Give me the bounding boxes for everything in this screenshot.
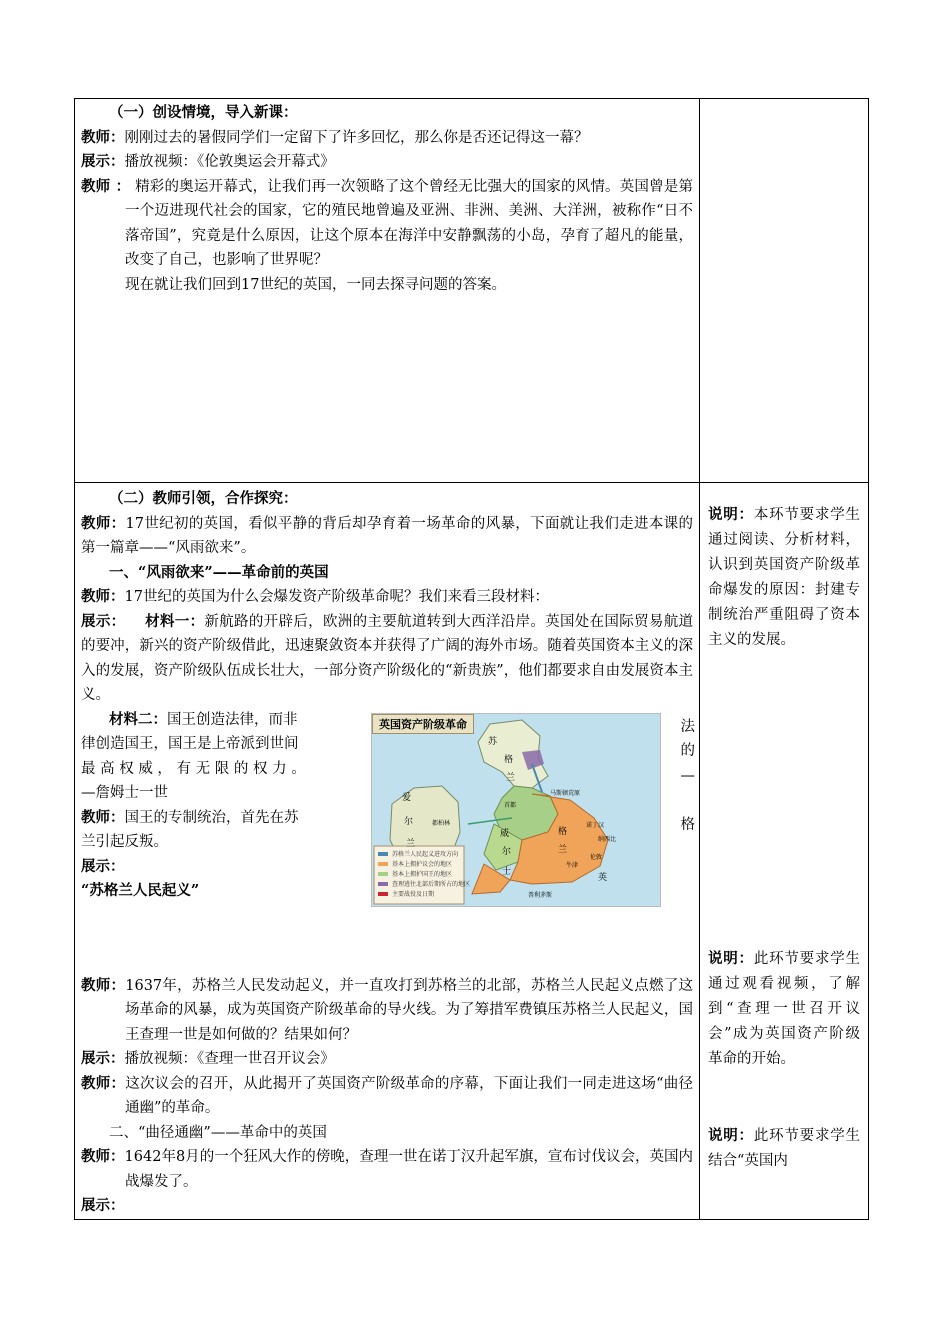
section2-cell [75, 483, 700, 1220]
section2-teacher5: 教师：这次议会的召开，从此揭开了英国资产阶级革命的序幕，下面让我们一同走进这场“曲径通幽”的革命。 [81, 1074, 694, 1116]
map-label-oxford: 牛津 [566, 862, 579, 869]
note-2: 说明：此环节要求学生通过观看视频，了解到“查理一世召开议会”成为英国资产阶级革命的开始。 [708, 949, 861, 1067]
section2-teacher6: 教师：1642年8月的一个狂风大作的傍晚，查理一世在诺丁汉升起军旗，宣布讨伐议会，英国内战爆发了。 [81, 1148, 694, 1190]
map-label-ge2: 格 [558, 827, 568, 837]
map-label-capital: 首都 [504, 802, 517, 809]
note-3: 说明：此环节要求学生结合“英国内 [708, 1126, 861, 1169]
part2-title: 二、“曲径通幽”——革命中的英国 [109, 1124, 327, 1141]
material-two-block [75, 708, 347, 904]
section2-show2-text: “苏格兰人民起义” [81, 882, 200, 899]
map-label-nottingham: 诺丁汉 [586, 822, 605, 829]
map-label-lan2: 兰 [406, 839, 416, 849]
material-two-line3: 最 高 权 威 ， 有 无 限 的 权 力 。 [81, 760, 306, 777]
material-two-line4: —詹姆士一世 [81, 785, 168, 801]
material-two-line2: 律创造国王，国王是上帝派到世间 [81, 736, 299, 752]
section2-teacher3-line2: 兰引起反叛。 [81, 834, 168, 850]
section2-teacher4: 教师：1637年，苏格兰人民发动起义，并一直攻打到苏格兰的北部，苏格兰人民起义点燃了这场革命的风暴，成为英国资产阶级革命的导火线。为了筹措军费镇压苏格兰人民起义，国王查理一世是如何做的？结果如何？ [81, 976, 694, 1043]
lesson-table [74, 98, 869, 1220]
map-label-plymouth: 普利茅斯 [528, 892, 553, 899]
map-label-ge: 格 [504, 755, 514, 765]
section2-show4: 展示： [81, 1197, 125, 1214]
map-legend: 苏格兰人民起义进攻方向 基本上拥护议会的地区 基本上拥护国王的地区 查理逃往北部后期所占的地区 主要战役及日期 [392, 851, 471, 898]
map-label-er2: 尔 [502, 847, 512, 857]
map-label-marston: 马斯顿荒原 [550, 790, 581, 797]
material-two-right-1: 法 [680, 719, 695, 735]
part1-title: 一、“风雨欲来”——革命前的英国 [109, 563, 329, 581]
map-label-lan3: 兰 [558, 845, 568, 855]
map-label-london: 伦敦 [590, 854, 603, 861]
section2-show3: 展示：播放视频：《查理一世召开议会》 [81, 1050, 335, 1067]
section1-teacher: 教师：刚刚过去的暑假同学们一定留下了许多回忆，那么你是否还记得这一幕？ [81, 128, 589, 146]
map-title: 英国资产阶级革命 [372, 714, 474, 734]
note-1: 说明：本环节要求学生通过阅读、分析材料，认识到英国资产阶级革命爆发的原因：封建专制统治严重阻碍了资本主义的发展。 [708, 505, 861, 648]
section2-show2: 展示： [81, 857, 125, 875]
map-label-dublin: 都柏林 [432, 820, 451, 827]
map-label-naseby: 纳西比 [598, 836, 617, 843]
map-label-lan: 兰 [506, 773, 516, 783]
map-label-wei: 威 [500, 829, 510, 839]
section1-cell [75, 99, 700, 483]
section2-heading: （二）教师引领，合作探究： [109, 490, 298, 507]
teacher3-right: 格 [680, 817, 695, 833]
section1-notes-cell [700, 99, 869, 483]
section1-teacher2: 教师 ： 精彩的奥运开幕式，让我们再一次领略了这个曾经无比强大的国家的风情。英国曾是第一个迈进现代社会的国家，它的殖民地曾遍及亚洲、非洲、美洲、大洋洲，被称作“日不落帝国”，究竟是什么原因，让这个原本在海洋中安静飘荡的小岛，孕育了超凡的能量，改变了自己，也影响了世界呢？ [81, 177, 693, 268]
map-label-shi: 士 [502, 867, 512, 877]
section2-teacher3: 教师：国王的专制统治，首先在苏 [81, 808, 299, 826]
section1-show: 展示：播放视频：《伦敦奥运会开幕式》 [81, 153, 335, 170]
material-two-line1: 材料二：国王创造法律，而非 [109, 710, 298, 728]
britain-revolution-map [371, 713, 661, 907]
map-label-ai: 爱 [402, 793, 412, 803]
material-two-right-2: 的 [680, 743, 695, 759]
map-label-su: 苏 [488, 737, 498, 747]
section2-teacher1: 教师：17世纪初的英国，看似平静的背后却孕育着一场革命的风暴，下面就让我们走进本课的第一篇章——“风雨欲来”。 [81, 514, 694, 556]
section1-teacher2-tail: 现在就让我们回到17世纪的英国，一同去探寻问题的答案。 [125, 276, 506, 293]
section2-notes-cell [700, 483, 869, 1220]
map-label-ying: 英 [598, 873, 608, 883]
section1-heading: （一）创设情境，导入新课： [109, 104, 298, 121]
material-one: 展示： 材料一：新航路的开辟后，欧洲的主要航道转到大西洋沿岸。英国处在国际贸易航道的要冲，新兴的资产阶级借此，迅速聚敛资本并获得了广阔的海外市场。随着英国资本主义的深入的发展，资产阶级队伍成长壮大，一部分资产阶级化的“新贵族”，他们都要求自由发展资本主义。 [81, 612, 694, 703]
section2-teacher2: 教师：17世纪的英国为什么会爆发资产阶级革命呢？我们来看三段材料： [81, 588, 549, 605]
material-two-right-3: — [680, 768, 695, 784]
map-label-er: 尔 [404, 817, 414, 827]
